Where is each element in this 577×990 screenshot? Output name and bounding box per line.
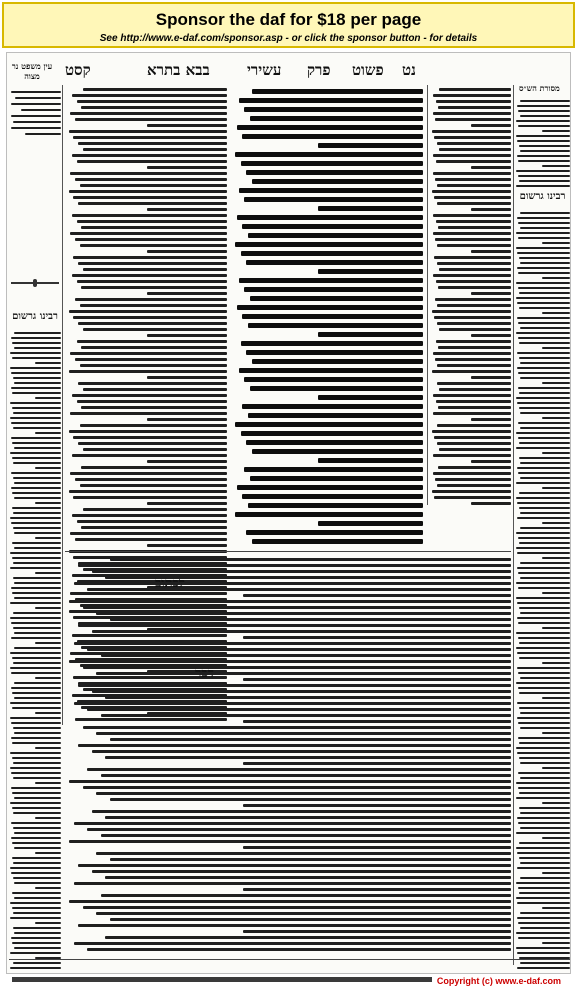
page-number: קסט	[65, 61, 91, 79]
sponsor-subtitle[interactable]: See http://www.e-daf.com/sponsor.asp - or click the sponsor button - for details	[99, 33, 478, 44]
gemara-column	[233, 85, 423, 545]
footer-notes	[12, 977, 432, 982]
perek-label: פרק	[307, 61, 331, 79]
amud-label: פשוט	[352, 61, 384, 79]
perek-name: עשירי	[247, 61, 282, 79]
masechet-name: בבא בתרא	[147, 61, 210, 79]
ein-mishpat-label: עין משפט נר מצוה	[11, 61, 53, 81]
left-margin-commentary	[9, 329, 61, 969]
right-margin-commentary	[515, 209, 570, 969]
rabbeinu-gershom-right-title: רבינו גרשום	[519, 191, 566, 202]
ein-mishpat-column	[9, 87, 61, 207]
copyright-link[interactable]: Copyright (c) www.e-daf.com	[436, 976, 561, 986]
mesoret-column	[515, 97, 570, 187]
daf-page	[6, 52, 571, 974]
daf-number: נט	[402, 61, 416, 79]
sponsor-title[interactable]: Sponsor the daf for $18 per page	[155, 10, 422, 29]
lower-commentary	[65, 555, 511, 955]
rabbeinu-gershom-left-title: רבינו גרשום	[12, 311, 58, 322]
rashi-column	[431, 85, 511, 505]
page-footer	[6, 976, 571, 988]
mesoret-hashas-label: מסורת הש״ס	[519, 83, 560, 93]
sponsor-banner[interactable]	[2, 2, 575, 48]
